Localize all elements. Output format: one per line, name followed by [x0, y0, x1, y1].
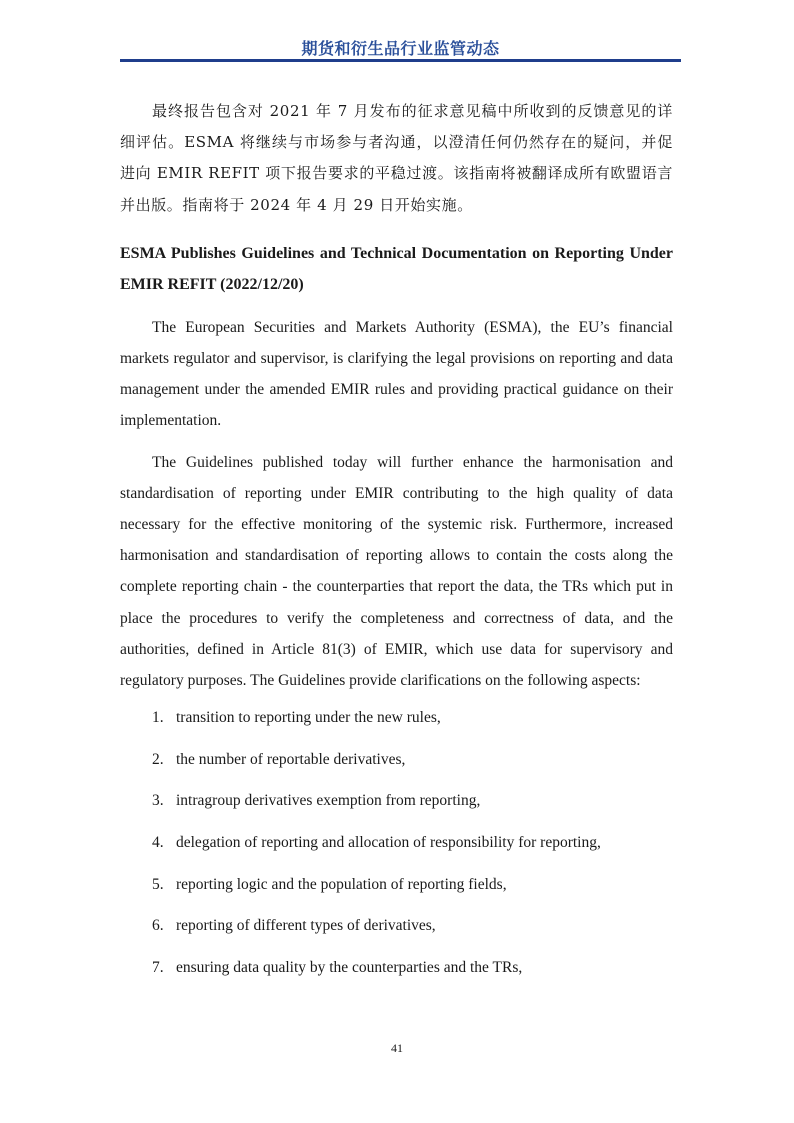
intro-paragraph-cn: 最终报告包含对 2021 年 7 月发布的征求意见稿中所收到的反馈意见的详细评估。ESMA 将继续与市场参与者沟通，以澄清任何仍然存在的疑问，并促进向 EMIR REFIT 项下报告要求的平稳过渡。该指南将被翻译成所有欧盟语言并出版。指南将于 2024 年 4 月 29 日开始实施。 [120, 102, 673, 214]
header-divider [120, 59, 681, 62]
aspects-list [120, 706, 673, 997]
list-item [120, 748, 673, 790]
article-paragraph-1: The European Securities and Markets Authority (ESMA), the EU’s financial markets regulator and supervisor, is clarifying the legal provisions on reporting and data management under the amended EMIR rules and providing practical guidance on their implementation. [120, 318, 673, 430]
list-item-number: 2. [152, 750, 164, 768]
list-item [120, 914, 673, 956]
list-item-text: transition to reporting under the new rules, [176, 709, 441, 727]
list-item-text: delegation of reporting and allocation of responsibility for reporting, [176, 834, 601, 852]
list-item-text: reporting logic and the population of reporting fields, [176, 875, 507, 893]
list-item-number: 1. [152, 709, 164, 727]
list-item [120, 706, 673, 748]
list-item [120, 956, 673, 998]
list-item-text: intragroup derivatives exemption from reporting, [176, 792, 481, 810]
article-paragraph-2: The Guidelines published today will further enhance the harmonisation and standardisation of reporting under EMIR contributing to the high quality of data necessary for the effective monitoring of the systemic risk. Furthermore, increased harmonisation and standardisation of reporting allows to contain the costs along the complete reporting chain - the counterparties that report the data, the TRs which put in place the procedures to verify the completeness and correctness of data, and the authorities, defined in Article 81(3) of EMIR, which use data for supervisory and regulatory purposes. The Guidelines provide clarifications on the following aspects: [120, 453, 673, 690]
page-header-title: 期货和衍生品行业监管动态 [301, 39, 500, 58]
list-item-text: reporting of different types of derivatives, [176, 917, 436, 935]
list-item-text: the number of reportable derivatives, [176, 750, 406, 768]
list-item [120, 873, 673, 915]
page-content [120, 96, 673, 997]
list-item-number: 3. [152, 792, 164, 810]
list-item-number: 7. [152, 958, 164, 976]
list-item-number: 5. [152, 875, 164, 893]
list-item-number: 6. [152, 917, 164, 935]
list-item [120, 789, 673, 831]
list-item-number: 4. [152, 834, 164, 852]
article-heading: ESMA Publishes Guidelines and Technical Documentation on Reporting Under EMIR REFIT (2022/12/20) [120, 244, 673, 293]
list-item [120, 831, 673, 873]
page-number: 41 [391, 1041, 403, 1055]
list-item-text: ensuring data quality by the counterparties and the TRs, [176, 958, 523, 976]
